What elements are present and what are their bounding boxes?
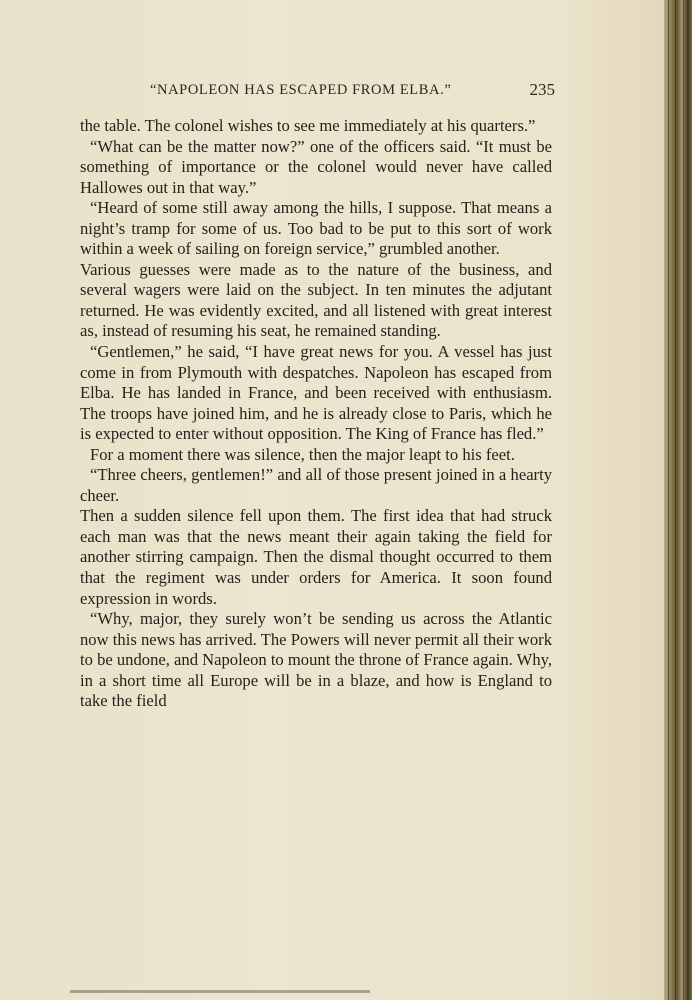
paragraph: “Three cheers, gentlemen!” and all of those present joined in a hearty cheer. [80, 465, 552, 505]
spine-line [683, 0, 684, 1000]
page-number: 235 [529, 80, 555, 99]
paragraph: “Gentlemen,” he said, “I have great news for you. A vessel has just come in from Plymouth with despatches. Napoleon has escaped from Elba. He has landed in France, and been received with enthusiasm. The troops have joined him, and he is already close to Paris, which he is expected to enter without opposition. The King of France has fled.” [80, 342, 552, 444]
spine-line [675, 0, 676, 1000]
page-header [150, 82, 555, 106]
paragraph: Various guesses were made as to the nature of the business, and several wagers were laid on the subject. In ten minutes the adjutant returned. He was evidently excited, and all listened with great interest as, instead of resuming his seat, he remained standing. [80, 259, 552, 341]
book-spine [664, 0, 692, 1000]
paragraph: “Heard of some still away among the hills, I suppose. That means a night’s tramp for some of us. Too bad to be put to this sort of work within a week of sailing on foreign service,” grumbled another. [80, 198, 552, 259]
paragraph: For a moment there was silence, then the major leapt to his feet. [90, 444, 515, 464]
paragraph: Then a sudden silence fell upon them. The first idea that had struck each man was that the news meant their again taking the field for another stirring campaign. Then the dismal thought occurred to them that the regiment was under orders for America. It soon found expression in words. [80, 506, 552, 608]
spine-line [668, 0, 669, 1000]
body-text [80, 116, 552, 712]
paragraph: the table. The colonel wishes to see me immediately at his quarters.” [80, 116, 536, 135]
running-title: “NAPOLEON HAS ESCAPED FROM ELBA.” [150, 82, 452, 98]
paragraph: “Why, major, they surely won’t be sending us across the Atlantic now this news has arrived. The Powers will never permit all their work to be undone, and Napoleon to mount the throne of France again. Why, in a short time all Europe will be in a blaze, and how is England to take the field [80, 609, 552, 711]
scan-artifact [70, 990, 370, 993]
paragraph: “What can be the matter now?” one of the officers said. “It must be something of importance or the colonel would never have called Hallowes out in that way.” [80, 136, 552, 197]
